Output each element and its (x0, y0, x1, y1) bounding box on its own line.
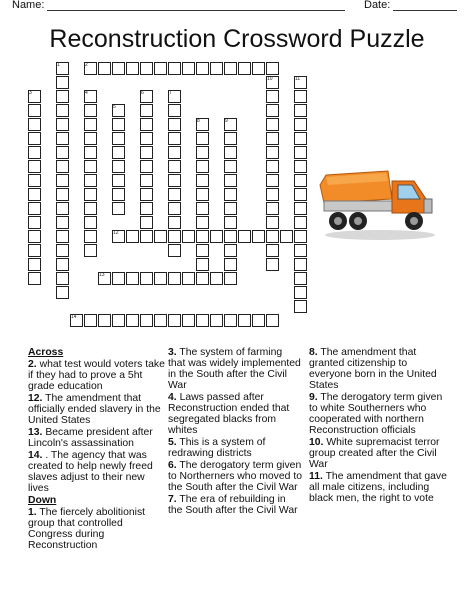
grid-cell[interactable] (196, 244, 209, 257)
grid-cell[interactable] (84, 202, 97, 215)
clue-number-12: 12 (113, 230, 119, 236)
grid-cell[interactable] (140, 132, 153, 145)
grid-cell[interactable] (84, 132, 97, 145)
grid-cell[interactable] (28, 160, 41, 173)
grid-cell[interactable] (28, 202, 41, 215)
grid-cell[interactable] (126, 62, 139, 75)
grid-cell[interactable] (266, 118, 279, 131)
grid-cell[interactable] (224, 188, 237, 201)
grid-cell[interactable] (84, 244, 97, 257)
grid-cell[interactable] (294, 90, 307, 103)
grid-cell[interactable] (168, 314, 181, 327)
clue-number-2: 2 (85, 62, 88, 68)
grid-cell[interactable] (266, 104, 279, 117)
grid-cell[interactable] (56, 90, 69, 103)
grid-cell[interactable] (56, 286, 69, 299)
grid-cell[interactable] (224, 132, 237, 145)
grid-cell[interactable] (294, 188, 307, 201)
clue-number-14: 14 (71, 314, 77, 320)
grid-cell[interactable] (168, 160, 181, 173)
grid-cell[interactable] (224, 230, 237, 243)
grid-cell[interactable] (224, 202, 237, 215)
clue-across-14: 14. . The agency that was created to help newly freed slaves adjust to their new lives (28, 450, 153, 494)
grid-cell[interactable] (154, 230, 167, 243)
clue-number-6: 6 (141, 90, 144, 96)
grid-cell[interactable] (56, 104, 69, 117)
grid-cell[interactable] (196, 272, 209, 285)
grid-cell[interactable] (196, 230, 209, 243)
grid-cell[interactable] (196, 174, 209, 187)
page-title: Reconstruction Crossword Puzzle (49, 25, 425, 53)
grid-cell[interactable] (84, 174, 97, 187)
grid-cell[interactable] (224, 272, 237, 285)
grid-cell[interactable] (56, 146, 69, 159)
grid-cell[interactable] (238, 314, 251, 327)
clue-down-10: 10. White supremacist terror group created after the Civil War (309, 437, 440, 470)
clue-number-1: 1 (57, 62, 60, 68)
grid-cell[interactable] (84, 230, 97, 243)
grid-cell[interactable] (294, 174, 307, 187)
grid-cell[interactable] (28, 258, 41, 271)
grid-cell[interactable] (224, 216, 237, 229)
grid-cell[interactable] (28, 118, 41, 131)
clues-col-2 (168, 347, 302, 517)
grid-cell[interactable] (112, 62, 125, 75)
clue-down-9: 9. The derogatory term given to white Southerners who cooperated with northern Reconstruction officials (309, 392, 443, 436)
grid-cell[interactable] (84, 188, 97, 201)
grid-cell[interactable] (56, 118, 69, 131)
clue-down-1: 1. The fiercely abolitionist group that controlled Congress during Reconstruction (28, 507, 146, 551)
grid-cell[interactable] (294, 132, 307, 145)
clue-number-13: 13 (99, 272, 105, 278)
grid-cell[interactable] (154, 62, 167, 75)
clue-across-12: 12. The amendment that officially ended slavery in the United States (28, 393, 161, 426)
grid-cell[interactable] (182, 272, 195, 285)
grid-cell[interactable] (224, 174, 237, 187)
grid-cell[interactable] (238, 230, 251, 243)
grid-cell[interactable] (168, 244, 181, 257)
grid-cell[interactable] (294, 258, 307, 271)
grid-cell[interactable] (294, 216, 307, 229)
clue-down-11: 11. The amendment that gave all male citizens, including black men, the right to vote (309, 471, 447, 504)
grid-cell[interactable] (112, 118, 125, 131)
grid-cell[interactable] (168, 104, 181, 117)
grid-cell[interactable] (294, 244, 307, 257)
grid-cell[interactable] (126, 314, 139, 327)
grid-cell[interactable] (196, 160, 209, 173)
grid-cell[interactable] (224, 314, 237, 327)
grid-cell[interactable] (196, 188, 209, 201)
grid-cell[interactable] (266, 90, 279, 103)
grid-cell[interactable] (168, 146, 181, 159)
clue-across-13: 13. Became president after Lincoln's assassination (28, 427, 153, 449)
grid-cell[interactable] (168, 174, 181, 187)
grid-cell[interactable] (140, 174, 153, 187)
grid-cell[interactable] (84, 146, 97, 159)
grid-cell[interactable] (224, 244, 237, 257)
grid-cell[interactable] (98, 314, 111, 327)
clue-down-3: 3. The system of farming that was widely implemented in the South after the Civil War (168, 347, 301, 391)
clue-down-8: 8. The amendment that granted citizenship to everyone born in the United States (309, 347, 437, 391)
grid-cell[interactable] (112, 160, 125, 173)
grid-cell[interactable] (126, 272, 139, 285)
grid-cell[interactable] (56, 230, 69, 243)
grid-cell[interactable] (294, 272, 307, 285)
grid-cell[interactable] (56, 132, 69, 145)
grid-cell[interactable] (224, 258, 237, 271)
grid-cell[interactable] (294, 104, 307, 117)
grid-cell[interactable] (168, 272, 181, 285)
grid-cell[interactable] (56, 272, 69, 285)
grid-cell[interactable] (266, 244, 279, 257)
grid-cell[interactable] (294, 146, 307, 159)
grid-cell[interactable] (140, 216, 153, 229)
dump-truck-icon (318, 163, 438, 243)
grid-cell[interactable] (98, 62, 111, 75)
grid-cell[interactable] (28, 174, 41, 187)
grid-cell[interactable] (56, 244, 69, 257)
grid-cell[interactable] (112, 132, 125, 145)
grid-cell[interactable] (168, 188, 181, 201)
clue-number-3: 3 (29, 90, 32, 96)
grid-cell[interactable] (252, 314, 265, 327)
grid-cell[interactable] (224, 146, 237, 159)
grid-cell[interactable] (28, 216, 41, 229)
grid-cell[interactable] (56, 76, 69, 89)
clue-number-11: 11 (295, 76, 301, 82)
grid-cell[interactable] (196, 258, 209, 271)
grid-cell[interactable] (84, 160, 97, 173)
grid-cell[interactable] (28, 104, 41, 117)
grid-cell[interactable] (140, 314, 153, 327)
grid-cell[interactable] (84, 118, 97, 131)
grid-cell[interactable] (28, 146, 41, 159)
grid-cell[interactable] (266, 314, 279, 327)
grid-cell[interactable] (154, 314, 167, 327)
grid-cell[interactable] (56, 258, 69, 271)
clues-col-3 (309, 347, 449, 505)
grid-cell[interactable] (294, 118, 307, 131)
clues-col-1 (28, 347, 166, 552)
grid-cell[interactable] (224, 62, 237, 75)
grid-cell[interactable] (182, 62, 195, 75)
grid-cell[interactable] (294, 160, 307, 173)
grid-cell[interactable] (168, 202, 181, 215)
across-heading: Across (28, 347, 64, 358)
grid-cell[interactable] (266, 160, 279, 173)
grid-cell[interactable] (266, 258, 279, 271)
grid-cell[interactable] (112, 202, 125, 215)
grid-cell[interactable] (84, 104, 97, 117)
grid-cell[interactable] (28, 188, 41, 201)
grid-cell[interactable] (266, 202, 279, 215)
clue-across-2: 2. what test would voters take if they had to prove a 5ht grade education (28, 359, 165, 392)
grid-cell[interactable] (140, 160, 153, 173)
grid-cell[interactable] (140, 104, 153, 117)
grid-cell[interactable] (140, 118, 153, 131)
grid-cell[interactable] (140, 188, 153, 201)
grid-cell[interactable] (294, 230, 307, 243)
grid-cell[interactable] (56, 188, 69, 201)
grid-cell[interactable] (196, 216, 209, 229)
grid-cell[interactable] (210, 314, 223, 327)
grid-cell[interactable] (252, 230, 265, 243)
grid-cell[interactable] (196, 202, 209, 215)
grid-cell[interactable] (266, 216, 279, 229)
grid-cell[interactable] (154, 272, 167, 285)
clue-number-5: 5 (113, 104, 116, 110)
name-label: Name: (12, 0, 45, 11)
grid-cell[interactable] (28, 132, 41, 145)
grid-cell[interactable] (224, 160, 237, 173)
down-heading: Down (28, 495, 57, 506)
clue-number-10: 10 (267, 76, 273, 82)
grid-cell[interactable] (266, 174, 279, 187)
grid-cell[interactable] (210, 230, 223, 243)
grid-cell[interactable] (210, 272, 223, 285)
grid-cell[interactable] (126, 230, 139, 243)
grid-cell[interactable] (196, 146, 209, 159)
grid-cell[interactable] (266, 132, 279, 145)
grid-cell[interactable] (266, 62, 279, 75)
grid-cell[interactable] (182, 230, 195, 243)
grid-cell[interactable] (266, 146, 279, 159)
grid-cell[interactable] (56, 202, 69, 215)
grid-cell[interactable] (84, 314, 97, 327)
grid-cell[interactable] (112, 188, 125, 201)
clue-down-7: 7. The era of rebuilding in the South after the Civil War (168, 494, 298, 516)
grid-cell[interactable] (196, 132, 209, 145)
grid-cell[interactable] (168, 230, 181, 243)
grid-cell[interactable] (112, 314, 125, 327)
grid-cell[interactable] (210, 62, 223, 75)
grid-cell[interactable] (238, 62, 251, 75)
grid-cell[interactable] (56, 160, 69, 173)
grid-cell[interactable] (280, 230, 293, 243)
clue-number-7: 7 (169, 90, 172, 96)
grid-cell[interactable] (28, 244, 41, 257)
grid-cell[interactable] (112, 174, 125, 187)
grid-cell[interactable] (112, 272, 125, 285)
grid-cell[interactable] (56, 174, 69, 187)
grid-cell[interactable] (28, 272, 41, 285)
clue-number-9: 9 (225, 118, 228, 124)
grid-cell[interactable] (196, 314, 209, 327)
grid-cell[interactable] (294, 300, 307, 313)
grid-cell[interactable] (140, 146, 153, 159)
grid-cell[interactable] (28, 230, 41, 243)
grid-cell[interactable] (168, 62, 181, 75)
grid-cell[interactable] (140, 202, 153, 215)
grid-cell[interactable] (84, 216, 97, 229)
grid-cell[interactable] (56, 216, 69, 229)
clue-number-8: 8 (197, 118, 200, 124)
grid-cell[interactable] (140, 62, 153, 75)
grid-cell[interactable] (168, 132, 181, 145)
date-label: Date: (364, 0, 391, 11)
grid-cell[interactable] (294, 202, 307, 215)
clue-number-4: 4 (85, 90, 88, 96)
grid-cell[interactable] (294, 286, 307, 299)
clue-down-5: 5. This is a system of redrawing districts (168, 437, 266, 459)
grid-cell[interactable] (140, 272, 153, 285)
grid-cell[interactable] (168, 118, 181, 131)
clue-down-4: 4. Laws passed after Reconstruction ended that segregated blacks from whites (168, 392, 290, 436)
grid-cell[interactable] (266, 188, 279, 201)
grid-cell[interactable] (112, 146, 125, 159)
grid-cell[interactable] (168, 216, 181, 229)
grid-cell[interactable] (140, 230, 153, 243)
clue-down-6: 6. The derogatory term given to Northerners who moved to the South after the Civil War (168, 460, 302, 493)
grid-cell[interactable] (252, 62, 265, 75)
grid-cell[interactable] (266, 230, 279, 243)
grid-cell[interactable] (196, 62, 209, 75)
grid-cell[interactable] (182, 314, 195, 327)
